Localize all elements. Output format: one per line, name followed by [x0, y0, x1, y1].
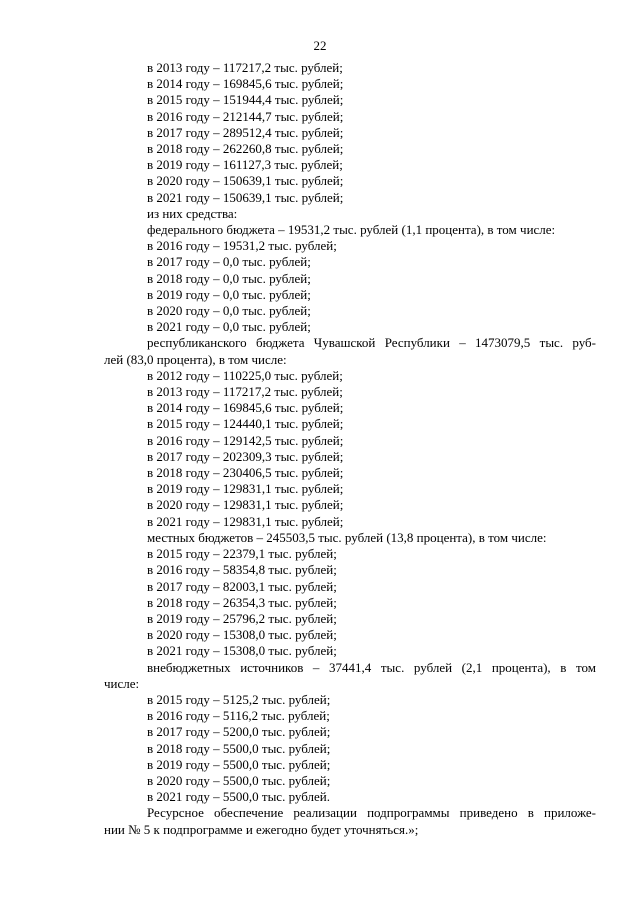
text-line: федерального бюджета – 19531,2 тыс. рублей (1,1 процента), в том числе:	[147, 222, 556, 238]
text-line: в 2021 году – 15308,0 тыс. рублей;	[147, 643, 337, 659]
text-line: в 2019 году – 0,0 тыс. рублей;	[147, 286, 311, 302]
document-body	[104, 60, 596, 838]
text-line: в 2017 году – 202309,3 тыс. рублей;	[147, 448, 344, 464]
text-line: в 2021 году – 150639,1 тыс. рублей;	[147, 189, 344, 205]
text-line: в 2020 году – 129831,1 тыс. рублей;	[147, 497, 344, 513]
text-line: в 2020 году – 15308,0 тыс. рублей;	[147, 627, 337, 643]
text-line: в 2017 году – 82003,1 тыс. рублей;	[147, 578, 337, 594]
text-line: Ресурсное обеспечение реализации подпрограммы приведено в приложе-	[147, 805, 596, 821]
text-line: в 2021 году – 0,0 тыс. рублей;	[147, 319, 311, 335]
text-line: в 2017 году – 5200,0 тыс. рублей;	[147, 724, 331, 740]
text-line: в 2021 году – 129831,1 тыс. рублей;	[147, 513, 344, 529]
text-line: нии № 5 к подпрограмме и ежегодно будет уточняться.»;	[104, 821, 419, 837]
text-line: в 2019 году – 161127,3 тыс. рублей;	[147, 157, 343, 173]
page-number: 22	[313, 38, 327, 53]
text-line: в 2015 году – 22379,1 тыс. рублей;	[147, 546, 337, 562]
text-line: в 2020 году – 0,0 тыс. рублей;	[147, 303, 311, 319]
text-line: в 2017 году – 289512,4 тыс. рублей;	[147, 124, 344, 140]
text-line: числе:	[104, 675, 140, 691]
text-line: в 2016 году – 19531,2 тыс. рублей;	[147, 238, 337, 254]
text-line: в 2013 году – 117217,2 тыс. рублей;	[147, 60, 343, 75]
text-line: из них средства:	[147, 205, 238, 221]
text-line: в 2018 году – 5500,0 тыс. рублей;	[147, 740, 331, 756]
text-line: в 2015 году – 151944,4 тыс. рублей;	[147, 92, 344, 108]
text-line: лей (83,0 процента), в том числе:	[104, 351, 287, 367]
text-line: в 2019 году – 25796,2 тыс. рублей;	[147, 610, 337, 626]
text-line: внебюджетных источников – 37441,4 тыс. рублей (2,1 процента), в том	[147, 659, 596, 675]
text-line: в 2014 году – 169845,6 тыс. рублей;	[147, 400, 344, 416]
text-line: в 2016 году – 212144,7 тыс. рублей;	[147, 108, 344, 124]
text-line: в 2018 году – 262260,8 тыс. рублей;	[147, 141, 344, 157]
text-line: в 2020 году – 5500,0 тыс. рублей;	[147, 772, 331, 788]
text-line: в 2014 году – 169845,6 тыс. рублей;	[147, 76, 344, 92]
text-line: в 2013 году – 117217,2 тыс. рублей;	[147, 384, 343, 400]
text-line: в 2019 году – 129831,1 тыс. рублей;	[147, 481, 344, 497]
text-line: в 2012 году – 110225,0 тыс. рублей;	[147, 367, 343, 383]
text-line: в 2020 году – 150639,1 тыс. рублей;	[147, 173, 344, 189]
text-line: в 2016 году – 129142,5 тыс. рублей;	[147, 432, 344, 448]
text-line: в 2017 году – 0,0 тыс. рублей;	[147, 254, 311, 270]
text-line: республиканского бюджета Чувашской Республики – 1473079,5 тыс. руб-	[147, 335, 596, 351]
text-line: в 2016 году – 5116,2 тыс. рублей;	[147, 708, 330, 724]
text-line: в 2016 году – 58354,8 тыс. рублей;	[147, 562, 337, 578]
text-line: в 2015 году – 124440,1 тыс. рублей;	[147, 416, 344, 432]
text-line: в 2015 году – 5125,2 тыс. рублей;	[147, 691, 331, 707]
text-line: в 2019 году – 5500,0 тыс. рублей;	[147, 756, 331, 772]
text-line: в 2021 году – 5500,0 тыс. рублей.	[147, 789, 330, 805]
text-line: в 2018 году – 26354,3 тыс. рублей;	[147, 594, 337, 610]
text-line: местных бюджетов – 245503,5 тыс. рублей (13,8 процента), в том числе:	[147, 529, 547, 545]
text-line: в 2018 году – 0,0 тыс. рублей;	[147, 270, 311, 286]
text-line: в 2018 году – 230406,5 тыс. рублей;	[147, 465, 344, 481]
